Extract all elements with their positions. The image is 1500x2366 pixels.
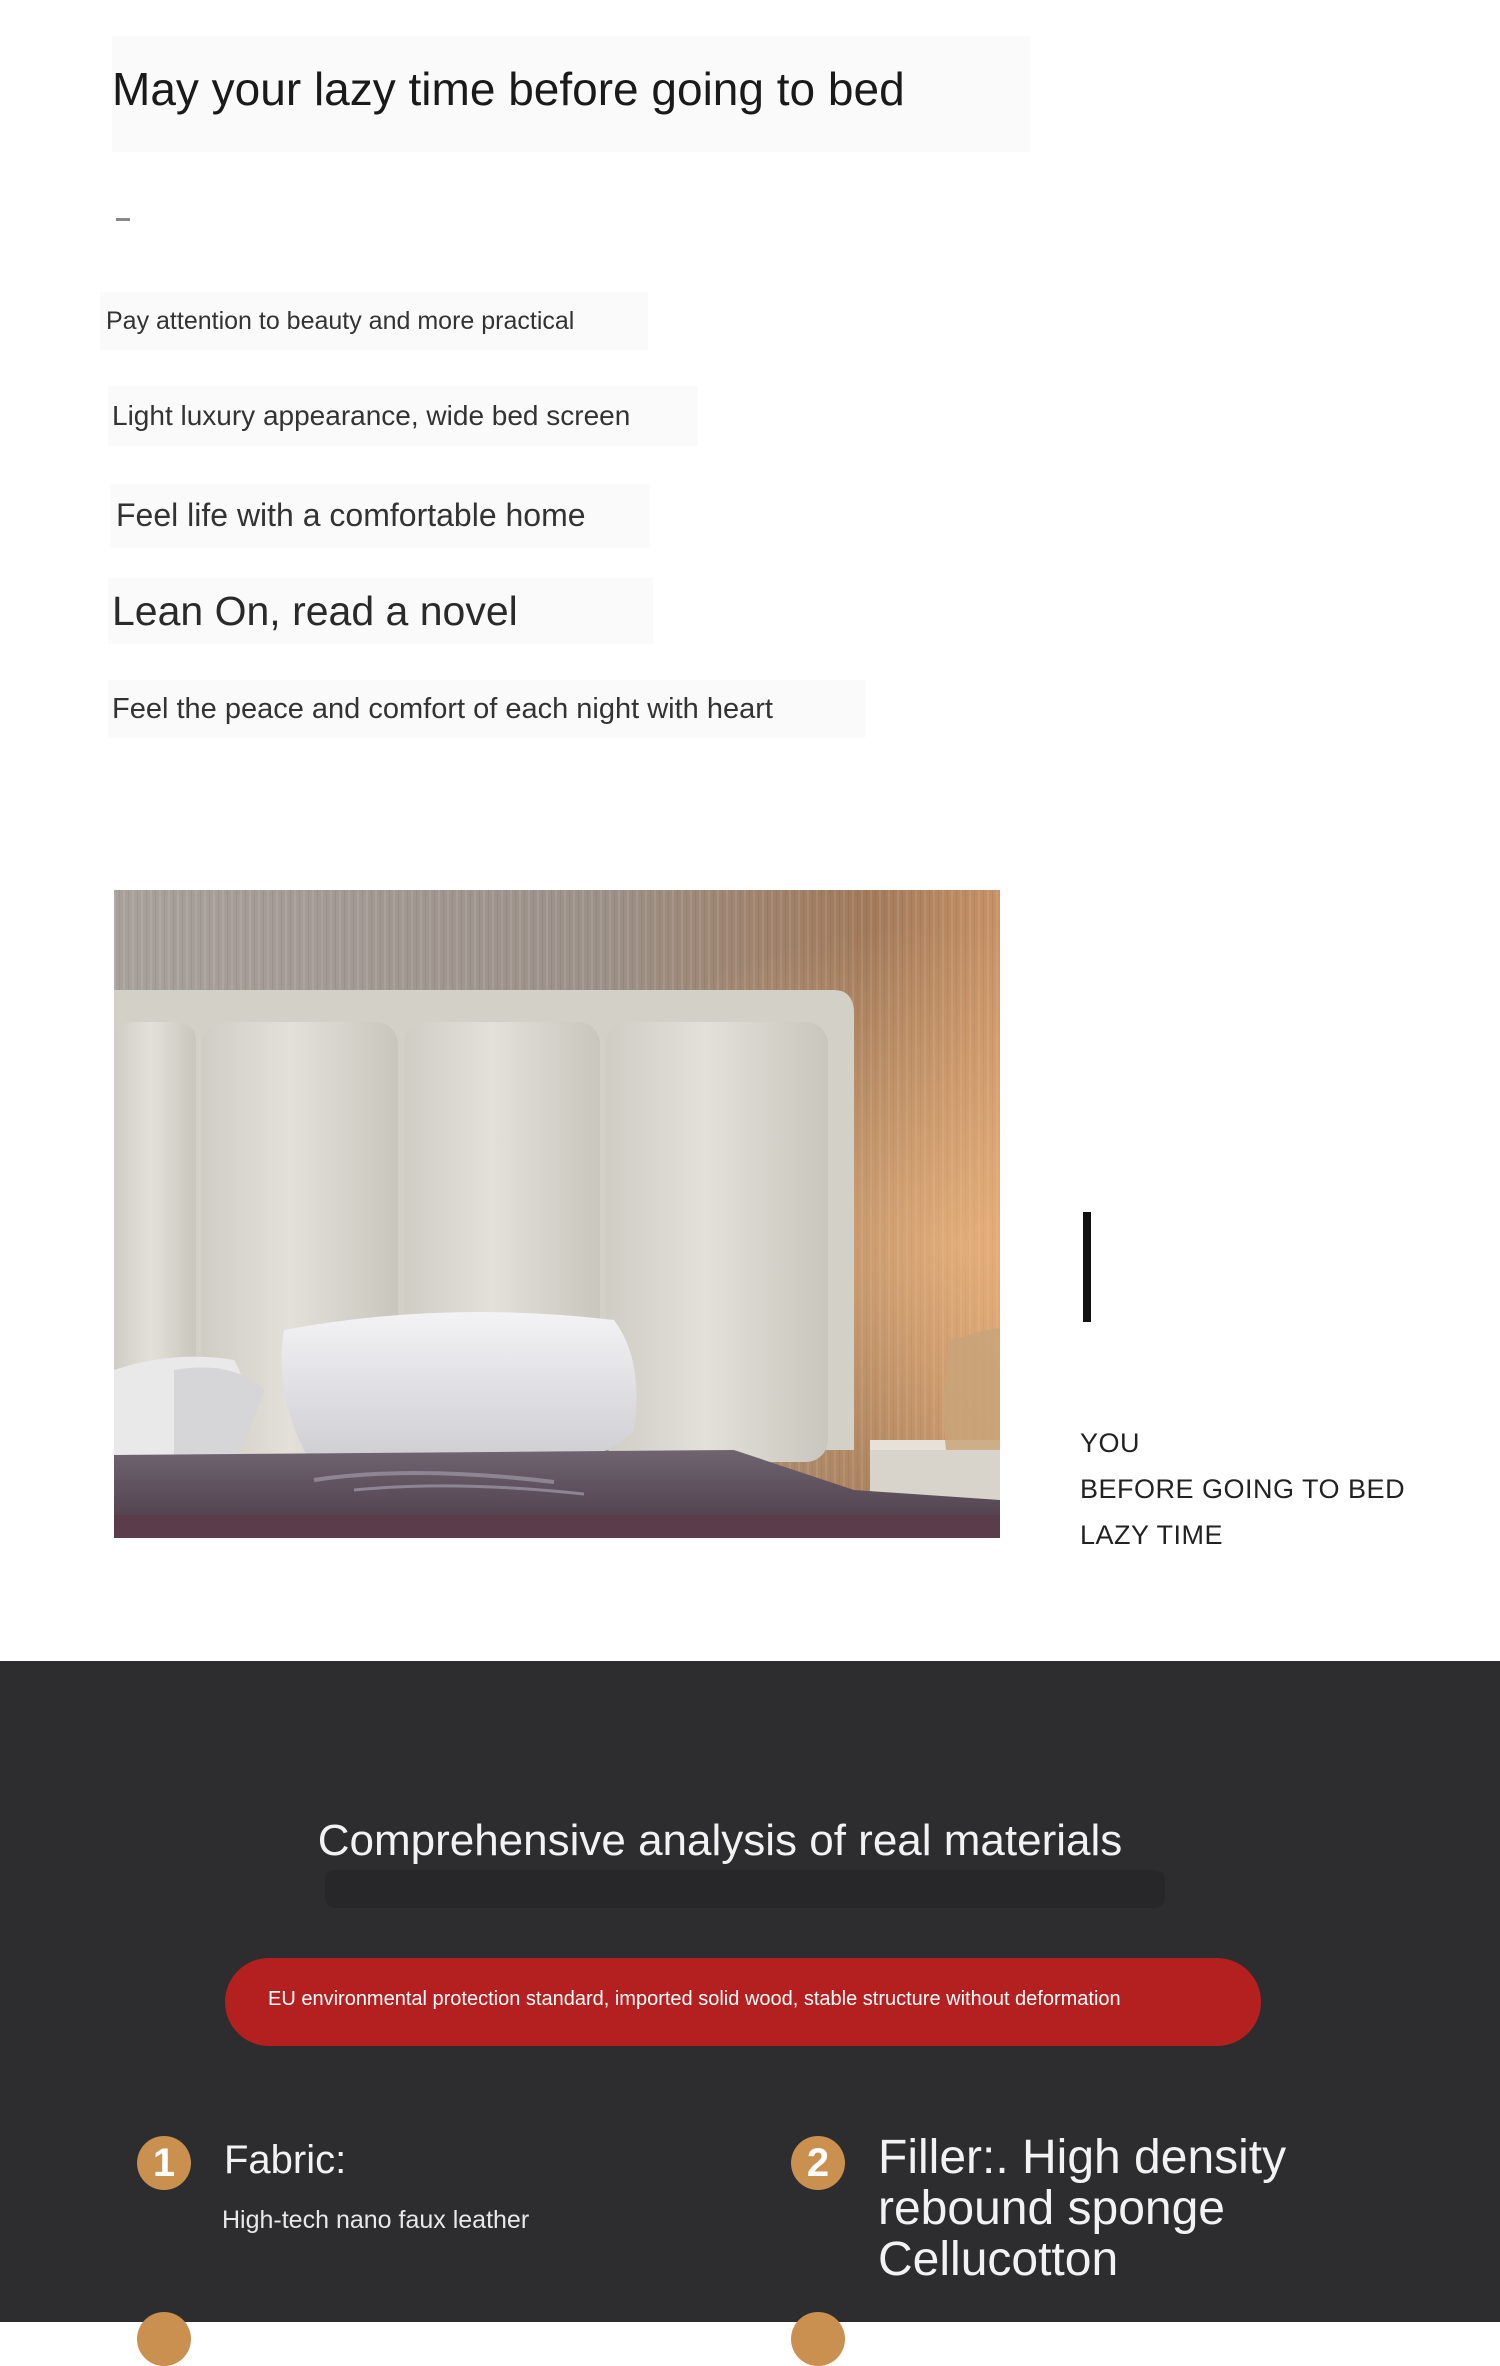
number-badge-2: 2 (791, 2136, 845, 2190)
number-badge-4 (791, 2312, 845, 2366)
material-2-title-line-2: rebound sponge (878, 2182, 1225, 2235)
vertical-accent-bar (1083, 1212, 1091, 1322)
bed-photo (114, 890, 1000, 1538)
heading-shadow (325, 1870, 1165, 1908)
material-2-title-line-3: Cellucotton (878, 2233, 1119, 2286)
side-caption-line-1: YOU (1080, 1428, 1141, 1458)
intro-line-4: Lean On, read a novel (112, 588, 518, 634)
intro-line-1: Pay attention to beauty and more practical (106, 307, 575, 335)
materials-heading: Comprehensive analysis of real materials (317, 1816, 1123, 1865)
divider-dash (116, 218, 130, 221)
material-1-title: Fabric: (224, 2138, 347, 2182)
intro-line-2: Light luxury appearance, wide bed screen (112, 400, 631, 431)
material-2-title (878, 2132, 1438, 2285)
material-1-detail: High-tech nano faux leather (222, 2206, 530, 2234)
material-2-title-line-1: Filler:. High density (878, 2131, 1287, 2184)
number-badge-3 (137, 2312, 191, 2366)
page-title: May your lazy time before going to bed (112, 63, 905, 115)
side-caption-line-2: BEFORE GOING TO BED (1080, 1474, 1406, 1504)
standard-banner-text: EU environmental protection standard, imported solid wood, stable structure without deformation (268, 1988, 1121, 2010)
intro-line-5: Feel the peace and comfort of each night with heart (112, 693, 773, 725)
side-caption (1080, 1420, 1405, 1558)
intro-line-3: Feel life with a comfortable home (116, 497, 586, 533)
number-badge-1: 1 (137, 2136, 191, 2190)
side-caption-line-3: LAZY TIME (1080, 1520, 1224, 1550)
